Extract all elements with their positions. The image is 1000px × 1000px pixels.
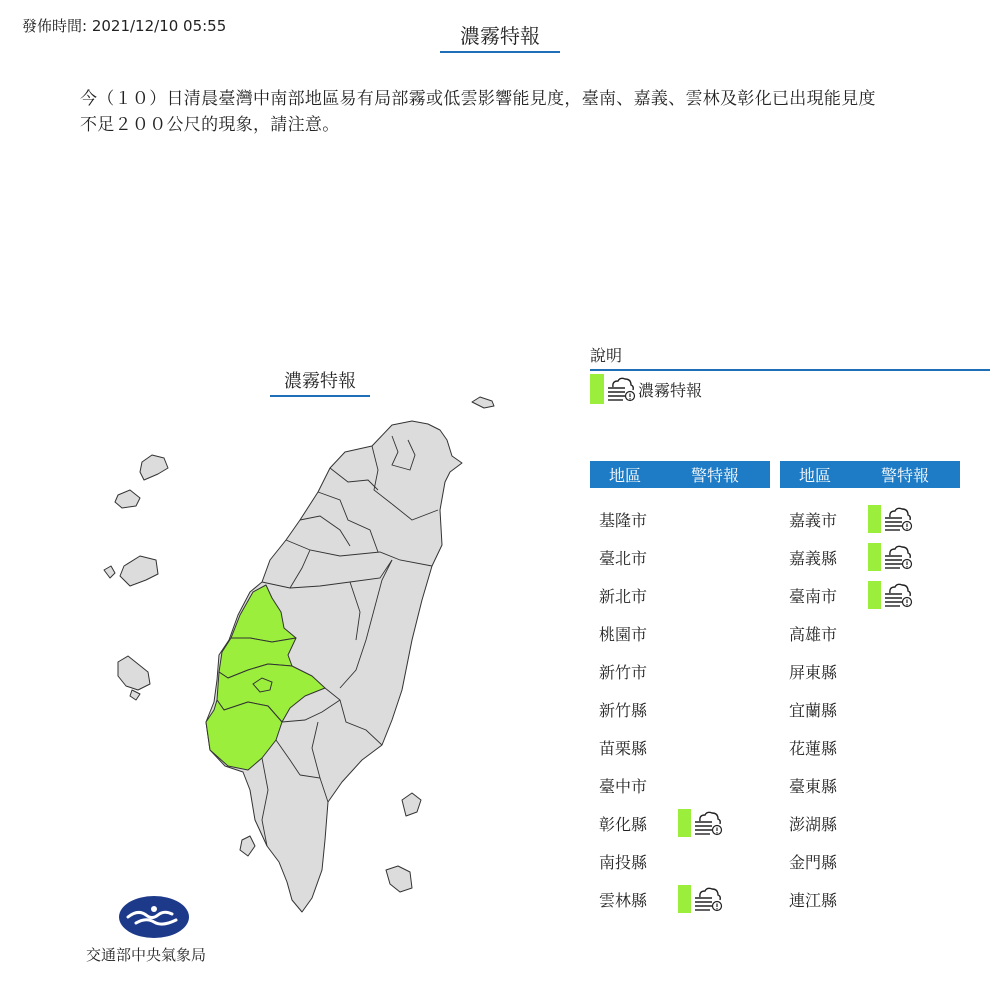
region-name: 金門縣 — [789, 852, 838, 872]
legend-label: 濃霧特報 — [638, 380, 703, 400]
cwb-logo — [118, 895, 190, 939]
warning-cell — [678, 808, 723, 838]
table-row — [780, 766, 913, 804]
column-header-warning: 警特報 — [880, 466, 929, 485]
column-header-region: 地區 — [608, 466, 641, 485]
region-name: 苗栗縣 — [599, 738, 648, 758]
region-list-right — [780, 500, 913, 918]
region-name: 宜蘭縣 — [789, 700, 838, 720]
region-name: 新竹市 — [599, 662, 648, 682]
agency-name: 交通部中央氣象局 — [86, 946, 207, 964]
region-name: 嘉義縣 — [789, 548, 838, 568]
region-name: 彰化縣 — [599, 814, 648, 834]
fog-warning-swatch — [868, 505, 881, 533]
page-title: 濃霧特報 — [440, 20, 560, 53]
region-name: 雲林縣 — [599, 890, 648, 910]
fog-warning-swatch — [590, 374, 604, 404]
column-header-warning: 警特報 — [690, 466, 739, 485]
orchid-island — [386, 866, 412, 892]
table-row — [780, 842, 913, 880]
table-row — [780, 538, 913, 576]
penghu-island — [118, 656, 150, 690]
table-row — [780, 690, 913, 728]
green-island — [402, 793, 421, 816]
table-row — [780, 614, 913, 652]
fog-warning-icon — [881, 542, 913, 572]
matsu-south-island — [115, 490, 140, 508]
region-name: 嘉義市 — [789, 510, 838, 530]
region-name: 花蓮縣 — [789, 738, 838, 758]
issue-time: 發佈時間: 2021/12/10 05:55 — [22, 17, 227, 35]
fog-warning-icon — [691, 808, 723, 838]
table-row — [590, 880, 723, 918]
table-row — [780, 576, 913, 614]
region-list-left — [590, 500, 723, 918]
warning-cell — [678, 884, 723, 914]
kinmen-small-island — [104, 566, 115, 578]
fog-warning-icon — [881, 504, 913, 534]
legend-item — [590, 374, 702, 404]
pengjia-islet — [472, 397, 494, 408]
table-row — [590, 538, 723, 576]
fog-warning-swatch — [868, 543, 881, 571]
description-line-1: 今（１０）日清晨臺灣中南部地區易有局部霧或低雲影響能見度，臺南、嘉義、雲林及彰化已出現能見度 — [80, 89, 876, 109]
region-name: 臺南市 — [789, 586, 838, 606]
taiwan-warning-map — [90, 390, 510, 920]
region-name: 臺東縣 — [789, 776, 838, 796]
description-line-2: 不足２００公尺的現象，請注意。 — [80, 115, 340, 135]
table-row — [780, 500, 913, 538]
fog-warning-icon — [881, 580, 913, 610]
region-name: 高雄市 — [789, 624, 838, 644]
warning-cell — [868, 580, 913, 610]
table-row — [780, 880, 913, 918]
table-row — [590, 842, 723, 880]
region-name: 連江縣 — [789, 890, 838, 910]
table-row — [780, 804, 913, 842]
penghu-west-island — [130, 690, 140, 700]
table-header-right — [780, 461, 960, 488]
table-row — [590, 766, 723, 804]
fog-warning-icon — [604, 374, 636, 404]
xiaoliuqiu-island — [240, 836, 255, 856]
matsu-north-island — [140, 455, 168, 480]
table-row — [590, 728, 723, 766]
map-title: 濃霧特報 — [270, 367, 370, 397]
fog-warning-swatch — [678, 809, 691, 837]
table-row — [590, 500, 723, 538]
table-row — [590, 804, 723, 842]
column-header-region: 地區 — [798, 466, 831, 485]
warning-cell — [868, 542, 913, 572]
region-name: 基隆市 — [599, 510, 648, 530]
region-name: 屏東縣 — [789, 662, 838, 682]
table-row — [590, 614, 723, 652]
region-name: 桃園市 — [599, 624, 648, 644]
table-row — [590, 652, 723, 690]
legend-heading: 說明 — [590, 343, 990, 371]
region-name: 新竹縣 — [599, 700, 648, 720]
fog-warning-swatch — [868, 581, 881, 609]
region-name: 臺中市 — [599, 776, 648, 796]
region-name: 臺北市 — [599, 548, 648, 568]
table-row — [590, 690, 723, 728]
kinmen-island — [120, 556, 158, 586]
table-row — [590, 576, 723, 614]
region-name: 澎湖縣 — [789, 814, 838, 834]
fog-warning-icon — [691, 884, 723, 914]
table-row — [780, 652, 913, 690]
table-row — [780, 728, 913, 766]
warning-cell — [868, 504, 913, 534]
region-name: 新北市 — [599, 586, 648, 606]
fog-warning-swatch — [678, 885, 691, 913]
region-name: 南投縣 — [599, 852, 648, 872]
table-header-left — [590, 461, 770, 488]
